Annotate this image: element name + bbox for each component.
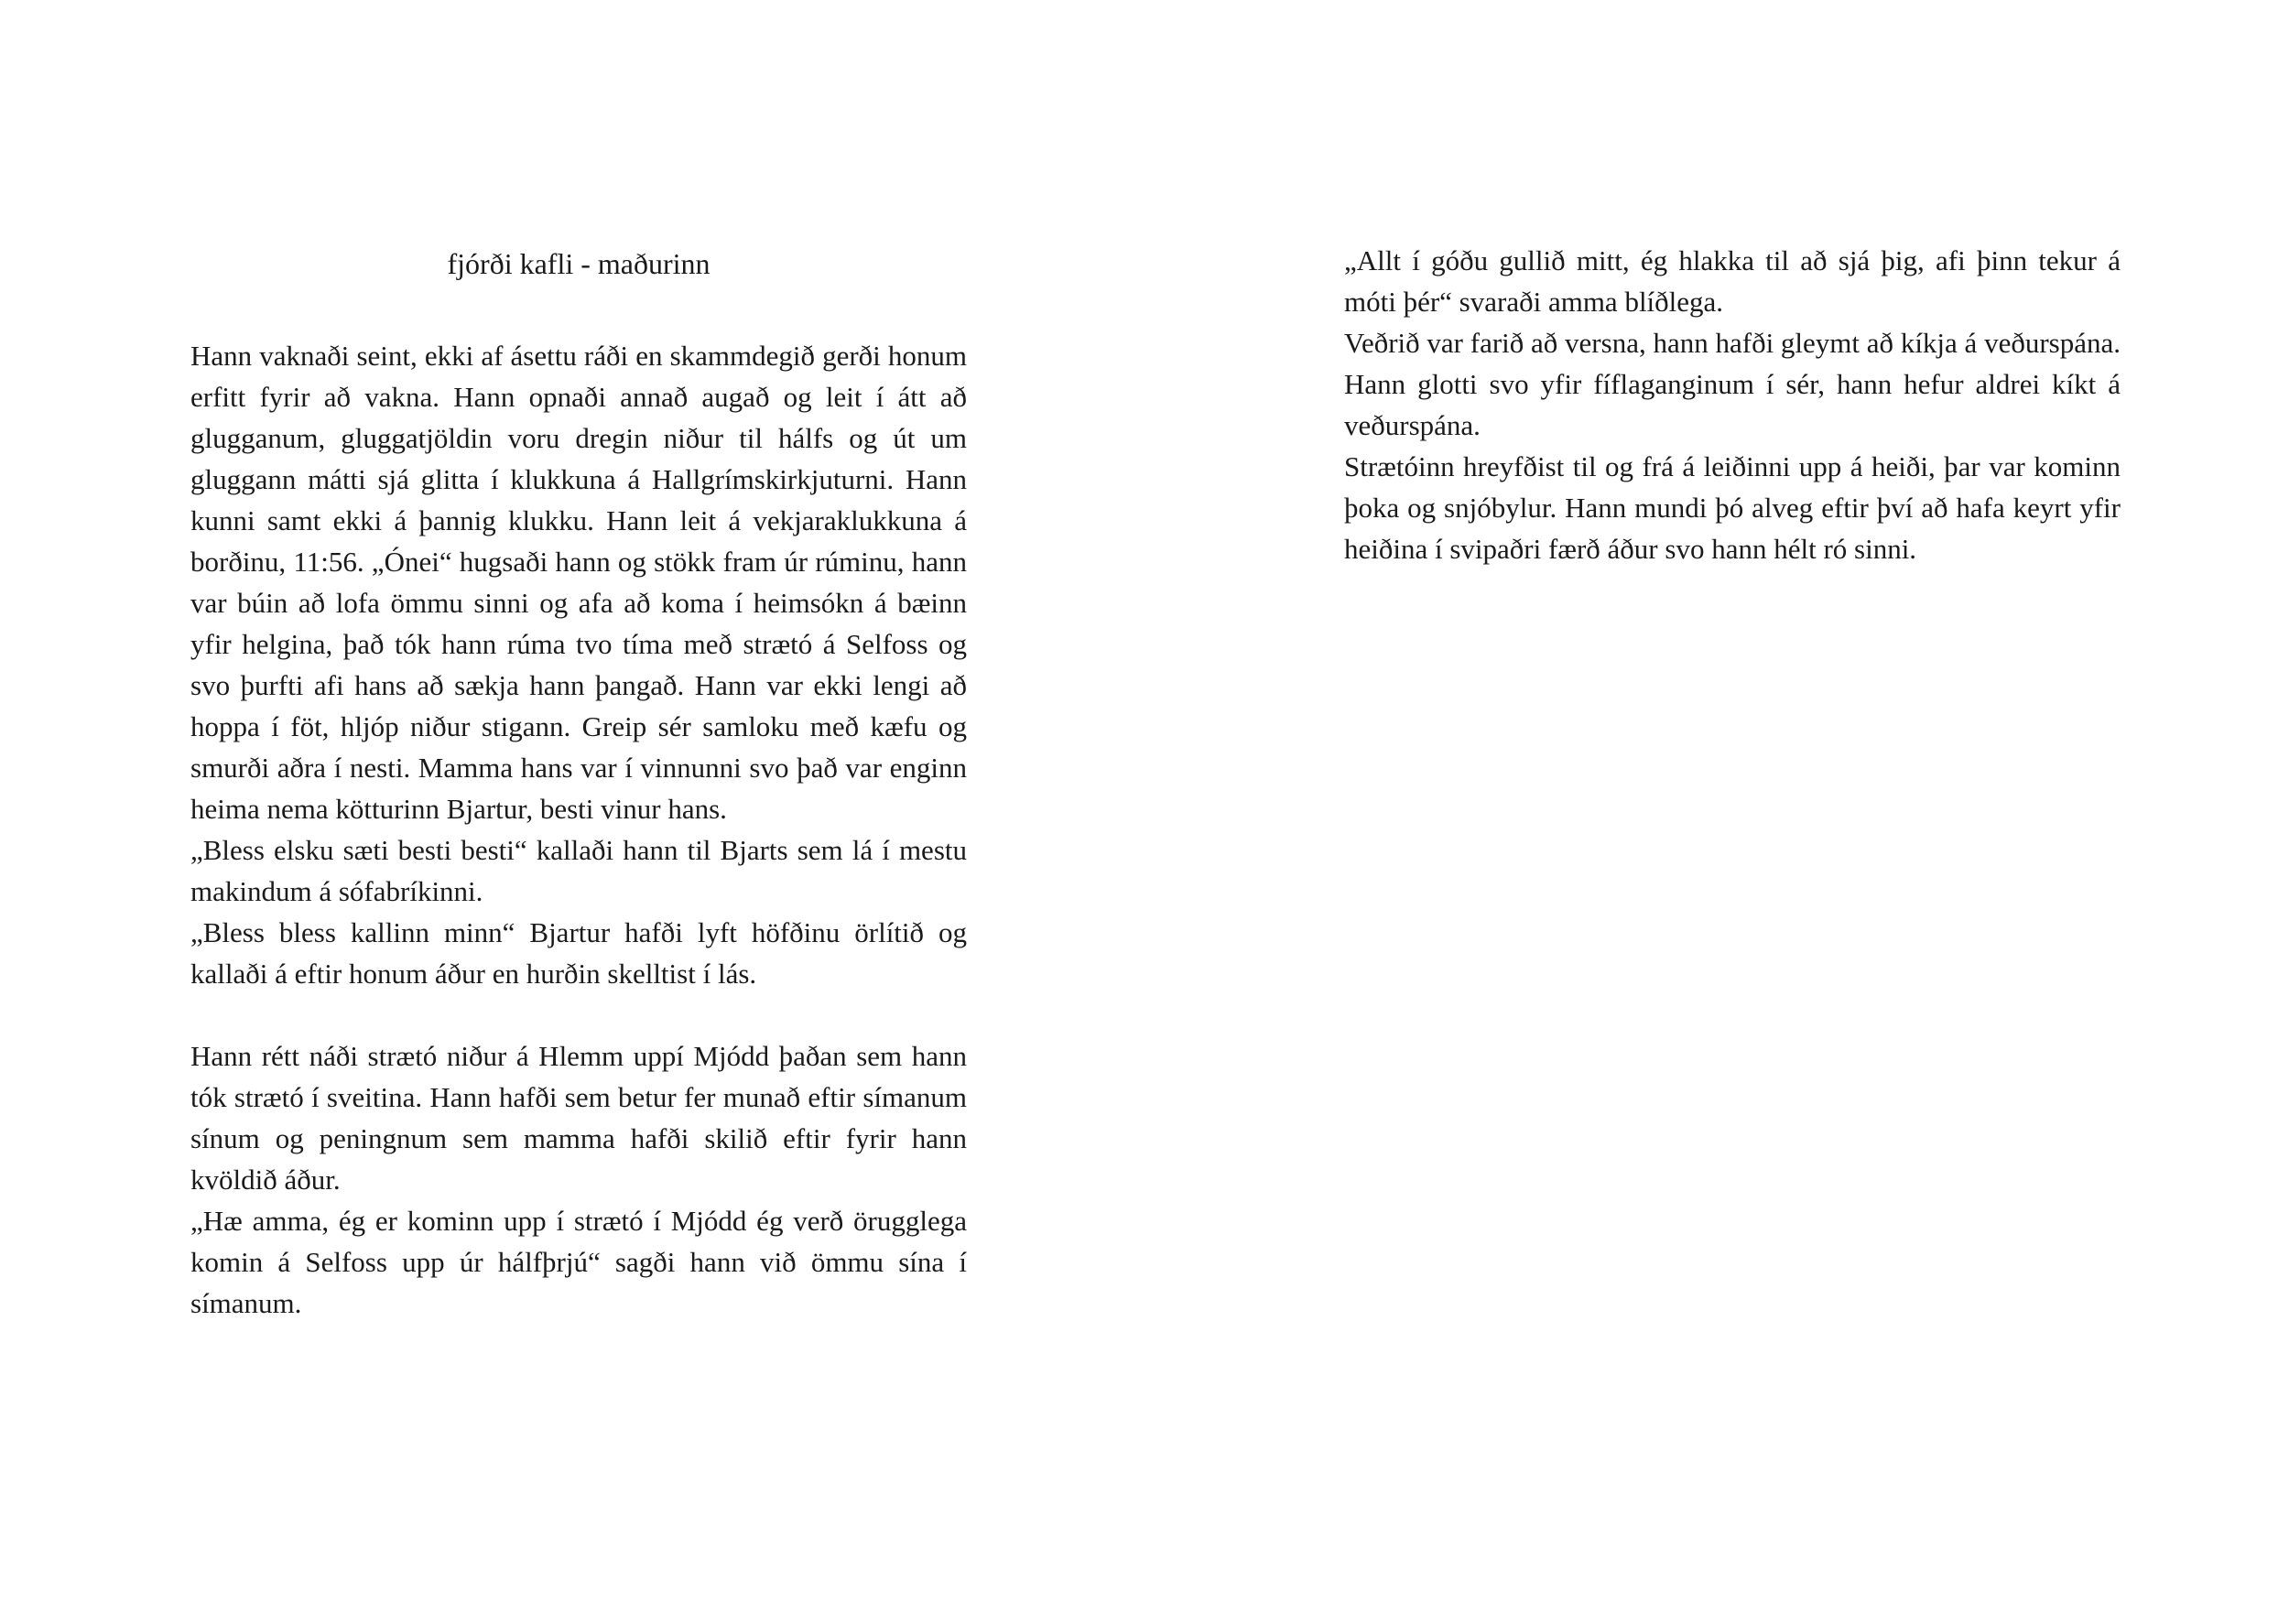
paragraph: Hann rétt náði strætó niður á Hlemm uppí Mjódd þaðan sem hann tók strætó í sveitina. Hann hafði sem betur fer munað eftir símanum sínum og peningnum sem mamma hafði skilið eftir fyrir hann kvöldið áður. (190, 1040, 967, 1196)
left-page (0, 0, 1144, 1624)
paragraph-spacer (190, 994, 967, 1035)
chapter-title: fjórði kafli - maðurinn (447, 247, 711, 280)
paragraph: „Bless elsku sæti besti besti“ kallaði hann til Bjarts sem lá í mestu makindum á sófabríkinni. (190, 834, 967, 907)
paragraph: „Bless bless kallinn minn“ Bjartur hafði lyft höfðinu örlítið og kallaði á eftir honum áður en hurðin skelltist í lás. (190, 916, 967, 990)
right-page (1144, 0, 2289, 1624)
paragraph: Hann vaknaði seint, ekki af ásettu ráði en skammdegið gerði honum erfitt fyrir að vakna. Hann opnaði annað augað og leit í átt að glugganum, gluggatjöldin voru dregin niður til hálfs og út um gluggann mátti sjá glitta í klukkuna á Hallgrímskirkjuturni. Hann kunni samt ekki á þannig klukku. Hann leit á vekjaraklukkuna á borðinu, 11:56. „Ónei“ hugsaði hann og stökk fram úr rúminu, hann var búin að lofa ömmu sinni og afa að koma í heimsókn á bæinn yfir helgina, það tók hann rúma tvo tíma með strætó á Selfoss og svo þurfti afi hans að sækja hann þangað. Hann var ekki lengi að hoppa í föt, hljóp niður stigann. Greip sér samloku með kæfu og smurði aðra í nesti. Mamma hans var í vinnunni svo það var enginn heima nema kötturinn Bjartur, besti vinur hans. (190, 340, 967, 825)
paragraph: Strætóinn hreyfðist til og frá á leiðinni upp á heiði, þar var kominn þoka og snjóbylur. Hann mundi þó alveg eftir því að hafa keyrt yfir heiðina í svipaðri færð áður svo hann hélt ró sinni. (1344, 450, 2121, 565)
right-page-text (1344, 240, 2121, 569)
paragraph: „Allt í góðu gullið mitt, ég hlakka til að sjá þig, afi þinn tekur á móti þér“ svaraði amma blíðlega. (1344, 244, 2121, 318)
paragraph: „Hæ amma, ég er kominn upp í strætó í Mjódd ég verð örugglega komin á Selfoss upp úr hálfþrjú“ sagði hann við ömmu sína í símanum. (190, 1205, 967, 1319)
left-page-text (190, 335, 967, 1324)
paragraph: Veðrið var farið að versna, hann hafði gleymt að kíkja á veðurspána. Hann glotti svo yfir fíflaganginum í sér, hann hefur aldrei kíkt á veðurspána. (1344, 327, 2121, 441)
